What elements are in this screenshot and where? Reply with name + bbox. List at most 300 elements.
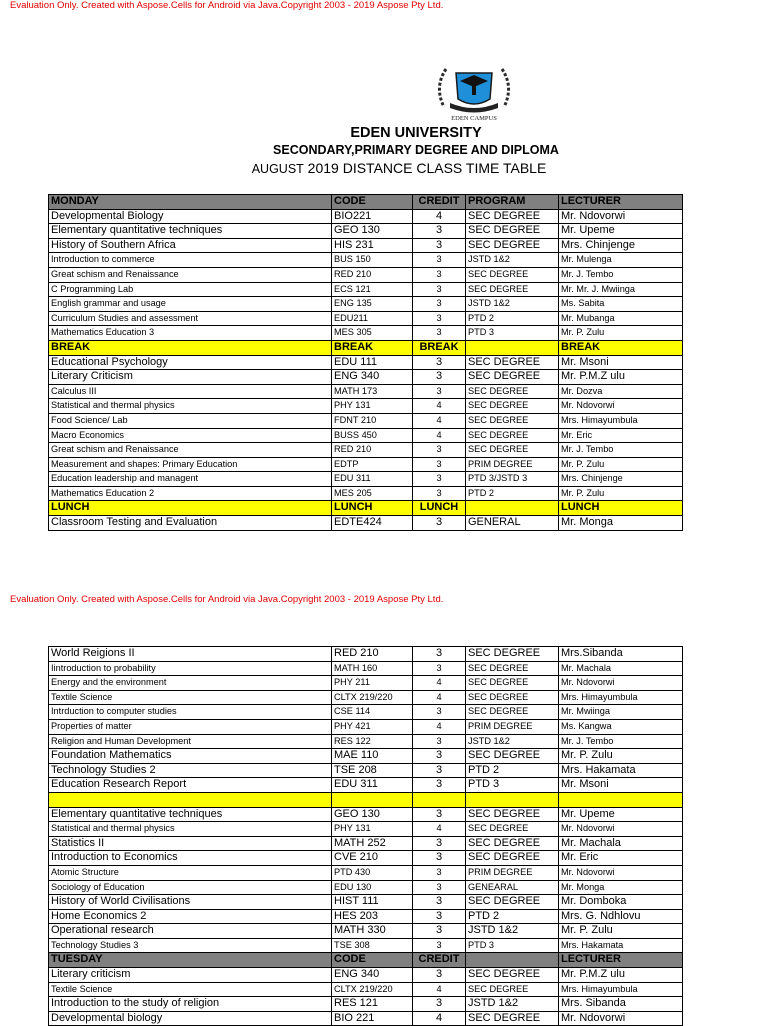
credit-cell: 4 xyxy=(413,676,466,691)
program-cell: SEC DEGREE xyxy=(466,238,559,253)
table-row xyxy=(49,836,683,851)
table-row xyxy=(49,413,683,428)
program-cell: PTD 3 xyxy=(466,326,559,341)
course-cell: Statistics II xyxy=(49,836,332,851)
table-row xyxy=(49,763,683,778)
code-cell: GEO 130 xyxy=(332,807,413,822)
code-cell: RED 210 xyxy=(332,647,413,662)
code-cell: MES 205 xyxy=(332,486,413,501)
program-cell: SEC DEGREE xyxy=(466,399,559,414)
lecturer-cell: Mr. Msoni xyxy=(559,778,683,793)
lecturer-cell: Mr. Mwiinga xyxy=(559,705,683,720)
table-row xyxy=(49,472,683,487)
code-cell: HIST 111 xyxy=(332,895,413,910)
credit-cell: 3 xyxy=(413,807,466,822)
program-cell: PTD 2 xyxy=(466,763,559,778)
lecturer-cell: Mr. J. Tembo xyxy=(559,443,683,458)
credit-cell: 3 xyxy=(413,734,466,749)
program-cell: SEC DEGREE xyxy=(466,851,559,866)
program-cell: SEC DEGREE xyxy=(466,209,559,224)
course-cell: Introduction to the study of religion xyxy=(49,997,332,1012)
table-row xyxy=(49,399,683,414)
credit-cell: 3 xyxy=(413,267,466,282)
code-cell: MES 305 xyxy=(332,326,413,341)
program-cell: PRIM DEGREE xyxy=(466,719,559,734)
table-row xyxy=(49,924,683,939)
lecturer-cell: Mr. P. Zulu xyxy=(559,486,683,501)
credit-cell: 3 xyxy=(413,224,466,239)
table-row xyxy=(49,968,683,983)
course-cell: Introduction to commerce xyxy=(49,253,332,268)
lecturer-cell: Mrs. Himayumbula xyxy=(559,982,683,997)
table-row xyxy=(49,938,683,953)
program-cell: PRIM DEGREE xyxy=(466,865,559,880)
lecturer-cell: Mr. Ndovorwi xyxy=(559,822,683,837)
lecturer-cell: Mrs. G. Ndhlovu xyxy=(559,909,683,924)
program-cell: SEC DEGREE xyxy=(466,224,559,239)
program-cell: SEC DEGREE xyxy=(466,807,559,822)
table-row xyxy=(49,909,683,924)
program-cell: SEC DEGREE xyxy=(466,647,559,662)
course-cell: Textile Science xyxy=(49,982,332,997)
course-cell: TUESDAY xyxy=(49,953,332,968)
program-cell: PROGRAM xyxy=(466,195,559,210)
credit-cell: BREAK xyxy=(413,340,466,355)
course-cell: Atomic Structure xyxy=(49,865,332,880)
table-row xyxy=(49,749,683,764)
credit-cell: CREDIT xyxy=(413,195,466,210)
lecturer-cell: LECTURER xyxy=(559,953,683,968)
credit-cell: LUNCH xyxy=(413,501,466,516)
course-cell: Statistical and thermal physics xyxy=(49,822,332,837)
course-cell: Foundation Mathematics xyxy=(49,749,332,764)
credit-cell: 3 xyxy=(413,282,466,297)
table-row xyxy=(49,734,683,749)
program-cell: SEC DEGREE xyxy=(466,690,559,705)
program-cell: PTD 2 xyxy=(466,486,559,501)
lecturer-cell: Mrs. Chinjenge xyxy=(559,238,683,253)
course-cell: Educational Psychology xyxy=(49,355,332,370)
program-cell: SEC DEGREE xyxy=(466,836,559,851)
credit-cell: 3 xyxy=(413,909,466,924)
credit-cell: 3 xyxy=(413,472,466,487)
code-cell: HES 203 xyxy=(332,909,413,924)
code-cell: ECS 121 xyxy=(332,282,413,297)
table-row xyxy=(49,428,683,443)
code-cell: ENG 340 xyxy=(332,370,413,385)
table-row xyxy=(49,370,683,385)
code-cell: EDU211 xyxy=(332,311,413,326)
course-cell: Literary Criticism xyxy=(49,370,332,385)
table-row xyxy=(49,895,683,910)
course-cell: History of World Civilisations xyxy=(49,895,332,910)
lecturer-cell: Mr. P.M.Z ulu xyxy=(559,370,683,385)
code-cell: BIO221 xyxy=(332,209,413,224)
code-cell: EDU 311 xyxy=(332,778,413,793)
table-header-row xyxy=(49,195,683,210)
lecturer-cell: Mr. Dozva xyxy=(559,384,683,399)
table-row xyxy=(49,355,683,370)
course-cell: Developmental biology xyxy=(49,1011,332,1026)
credit-cell: 3 xyxy=(413,763,466,778)
credit-cell: 3 xyxy=(413,370,466,385)
lecturer-cell: Mr. Machala xyxy=(559,836,683,851)
program-cell: SEC DEGREE xyxy=(466,267,559,282)
course-cell: Sociology of Education xyxy=(49,880,332,895)
credit-cell: 3 xyxy=(413,778,466,793)
credit-cell: 3 xyxy=(413,457,466,472)
code-cell: PHY 131 xyxy=(332,822,413,837)
code-cell: GEO 130 xyxy=(332,224,413,239)
program-cell: SEC DEGREE xyxy=(466,355,559,370)
course-cell: Energy and the environment xyxy=(49,676,332,691)
lecturer-cell: Mr. Upeme xyxy=(559,224,683,239)
credit-cell: 3 xyxy=(413,895,466,910)
code-cell: CVE 210 xyxy=(332,851,413,866)
course-cell: Introduction to Economics xyxy=(49,851,332,866)
course-cell: MONDAY xyxy=(49,195,332,210)
code-cell: EDU 111 xyxy=(332,355,413,370)
code-cell: BUSS 450 xyxy=(332,428,413,443)
program-cell: PTD 2 xyxy=(466,909,559,924)
program-cell: SEC DEGREE xyxy=(466,676,559,691)
table-row xyxy=(49,486,683,501)
credit-cell: 4 xyxy=(413,413,466,428)
lecturer-cell: Mrs. Sibanda xyxy=(559,997,683,1012)
table-row xyxy=(49,807,683,822)
course-cell: Great schism and Renaissance xyxy=(49,267,332,282)
code-cell: CLTX 219/220 xyxy=(332,982,413,997)
course-cell: Religion and Human Development xyxy=(49,734,332,749)
code-cell: MATH 173 xyxy=(332,384,413,399)
program-cell: SEC DEGREE xyxy=(466,982,559,997)
code-cell: EDTP xyxy=(332,457,413,472)
table-row xyxy=(49,690,683,705)
table-break-row xyxy=(49,340,683,355)
course-cell xyxy=(49,792,332,807)
course-cell: Statistical and thermal physics xyxy=(49,399,332,414)
course-cell: Calculus III xyxy=(49,384,332,399)
code-cell: BUS 150 xyxy=(332,253,413,268)
table-row xyxy=(49,384,683,399)
code-cell: PTD 430 xyxy=(332,865,413,880)
lecturer-cell: Mr. Ndovorwi xyxy=(559,676,683,691)
credit-cell: 3 xyxy=(413,647,466,662)
table-break-row xyxy=(49,501,683,516)
code-cell: CSE 114 xyxy=(332,705,413,720)
program-cell: SEC DEGREE xyxy=(466,443,559,458)
course-cell: Technology Studies 3 xyxy=(49,938,332,953)
course-cell: Technology Studies 2 xyxy=(49,763,332,778)
lecturer-cell: Mr. P. Zulu xyxy=(559,924,683,939)
program-cell: SEC DEGREE xyxy=(466,749,559,764)
university-name: EDEN UNIVERSITY xyxy=(350,125,482,141)
credit-cell: 3 xyxy=(413,880,466,895)
lecturer-cell: Mrs. Himayumbula xyxy=(559,413,683,428)
lecturer-cell: Ms. Sabita xyxy=(559,297,683,312)
course-cell: Classroom Testing and Evaluation xyxy=(49,516,332,531)
table-row xyxy=(49,238,683,253)
credit-cell xyxy=(413,792,466,807)
credit-cell: 4 xyxy=(413,690,466,705)
table-row xyxy=(49,282,683,297)
code-cell: ENG 135 xyxy=(332,297,413,312)
course-cell: Macro Economics xyxy=(49,428,332,443)
credit-cell: 3 xyxy=(413,516,466,531)
program-cell: JSTD 1&2 xyxy=(466,997,559,1012)
lecturer-cell: LECTURER xyxy=(559,195,683,210)
lecturer-cell: Mr. Ndovorwi xyxy=(559,399,683,414)
table-row xyxy=(49,778,683,793)
credit-cell: 4 xyxy=(413,209,466,224)
program-cell: SEC DEGREE xyxy=(466,705,559,720)
lecturer-cell: LUNCH xyxy=(559,501,683,516)
program-cell: GENERAL xyxy=(466,516,559,531)
table-row xyxy=(49,705,683,720)
lecturer-cell: Mrs. Himayumbula xyxy=(559,690,683,705)
credit-cell: 3 xyxy=(413,968,466,983)
credit-cell: 3 xyxy=(413,705,466,720)
credit-cell: 3 xyxy=(413,865,466,880)
table-row xyxy=(49,661,683,676)
table-row xyxy=(49,676,683,691)
program-cell: SEC DEGREE xyxy=(466,413,559,428)
course-cell: Mathematics Education 3 xyxy=(49,326,332,341)
credit-cell: 3 xyxy=(413,924,466,939)
code-cell: MATH 160 xyxy=(332,661,413,676)
course-cell: C Programming Lab xyxy=(49,282,332,297)
credit-cell: 3 xyxy=(413,384,466,399)
lecturer-cell: Mr. Mulenga xyxy=(559,253,683,268)
program-cell: SEC DEGREE xyxy=(466,1011,559,1026)
program-cell: SEC DEGREE xyxy=(466,822,559,837)
code-cell: PHY 131 xyxy=(332,399,413,414)
code-cell: RES 122 xyxy=(332,734,413,749)
table-row xyxy=(49,719,683,734)
table-row xyxy=(49,457,683,472)
lecturer-cell: Mr. Msoni xyxy=(559,355,683,370)
lecturer-cell: BREAK xyxy=(559,340,683,355)
course-cell: Elementary quantitative techniques xyxy=(49,807,332,822)
program-cell: PTD 3 xyxy=(466,938,559,953)
lecturer-cell: Mr. J. Tembo xyxy=(559,267,683,282)
table-row xyxy=(49,851,683,866)
credit-cell: 3 xyxy=(413,851,466,866)
eden-university-logo xyxy=(428,59,520,121)
code-cell: MAE 110 xyxy=(332,749,413,764)
course-cell: Literary criticism xyxy=(49,968,332,983)
program-cell xyxy=(466,340,559,355)
code-cell: PHY 421 xyxy=(332,719,413,734)
course-cell: Measurement and shapes: Primary Education xyxy=(49,457,332,472)
program-cell: SEC DEGREE xyxy=(466,661,559,676)
lecturer-cell: Mrs. Chinjenge xyxy=(559,472,683,487)
course-cell: Textile Science xyxy=(49,690,332,705)
lecturer-cell: Ms. Kangwa xyxy=(559,719,683,734)
table-row xyxy=(49,865,683,880)
code-cell: RED 210 xyxy=(332,267,413,282)
table-row xyxy=(49,253,683,268)
table-row xyxy=(49,311,683,326)
lecturer-cell: Mr. Domboka xyxy=(559,895,683,910)
course-cell: BREAK xyxy=(49,340,332,355)
code-cell: MATH 330 xyxy=(332,924,413,939)
evaluation-watermark: Evaluation Only. Created with Aspose.Cells for Android via Java.Copyright 2003 - 2019 Aspose Pty Ltd. xyxy=(10,594,444,605)
code-cell: RED 210 xyxy=(332,443,413,458)
credit-cell: 4 xyxy=(413,428,466,443)
course-cell: Operational research xyxy=(49,924,332,939)
credit-cell: 4 xyxy=(413,1011,466,1026)
credit-cell: 4 xyxy=(413,982,466,997)
code-cell: ENG 340 xyxy=(332,968,413,983)
course-cell: Properties of matter xyxy=(49,719,332,734)
code-cell: RES 121 xyxy=(332,997,413,1012)
code-cell: HIS 231 xyxy=(332,238,413,253)
course-cell: Home Economics 2 xyxy=(49,909,332,924)
lecturer-cell: Mr. Ndovorwi xyxy=(559,1011,683,1026)
lecturer-cell: Mr. Machala xyxy=(559,661,683,676)
lecturer-cell: Mr. Monga xyxy=(559,516,683,531)
table-row xyxy=(49,880,683,895)
course-cell: Intrduction to computer studies xyxy=(49,705,332,720)
program-cell: SEC DEGREE xyxy=(466,384,559,399)
program-cell: SEC DEGREE xyxy=(466,370,559,385)
lecturer-cell: Mrs.Sibanda xyxy=(559,647,683,662)
table-header-row xyxy=(49,953,683,968)
course-cell: World Reigions II xyxy=(49,647,332,662)
course-cell: Mathematics Education 2 xyxy=(49,486,332,501)
code-cell: TSE 308 xyxy=(332,938,413,953)
code-cell: PHY 211 xyxy=(332,676,413,691)
lecturer-cell: Mr. Upeme xyxy=(559,807,683,822)
program-cell: JSTD 1&2 xyxy=(466,253,559,268)
code-cell: EDTE424 xyxy=(332,516,413,531)
credit-cell: 3 xyxy=(413,253,466,268)
evaluation-watermark: Evaluation Only. Created with Aspose.Cells for Android via Java.Copyright 2003 - 2019 Aspose Pty Ltd. xyxy=(10,0,444,11)
course-cell: Developmental Biology xyxy=(49,209,332,224)
program-cell: PTD 3 xyxy=(466,778,559,793)
timetable-title xyxy=(15,160,768,176)
timetable-title-rest: 2019 DISTANCE CLASS TIME TABLE xyxy=(303,160,547,176)
program-cell: PTD 3/JSTD 3 xyxy=(466,472,559,487)
program-cell: SEC DEGREE xyxy=(466,428,559,443)
code-cell: EDU 130 xyxy=(332,880,413,895)
credit-cell: 4 xyxy=(413,399,466,414)
program-cell: GENEARAL xyxy=(466,880,559,895)
credit-cell: 3 xyxy=(413,297,466,312)
lecturer-cell: Mr. Ndovorwi xyxy=(559,865,683,880)
lecturer-cell: Mr. Eric xyxy=(559,428,683,443)
lecturer-cell: Mrs. Hakamata xyxy=(559,938,683,953)
table-row xyxy=(49,209,683,224)
logo-caption: EDEN CAMPUS xyxy=(451,115,497,121)
program-cell xyxy=(466,953,559,968)
table-row xyxy=(49,224,683,239)
credit-cell: CREDIT xyxy=(413,953,466,968)
credit-cell: 3 xyxy=(413,311,466,326)
program-cell: JSTD 1&2 xyxy=(466,297,559,312)
program-cell xyxy=(466,792,559,807)
lecturer-cell: Mr. P. Zulu xyxy=(559,326,683,341)
lecturer-cell: Mr. Eric xyxy=(559,851,683,866)
course-cell: Curriculum Studies and assessment xyxy=(49,311,332,326)
lecturer-cell xyxy=(559,792,683,807)
code-cell: FDNT 210 xyxy=(332,413,413,428)
program-subtitle: SECONDARY,PRIMARY DEGREE AND DIPLOMA xyxy=(273,143,559,157)
timetable-month: AUGUST xyxy=(251,162,304,176)
code-cell: EDU 311 xyxy=(332,472,413,487)
program-cell: JSTD 1&2 xyxy=(466,924,559,939)
timetable-table-2 xyxy=(48,646,683,1026)
course-cell: Elementary quantitative techniques xyxy=(49,224,332,239)
course-cell: Education Research Report xyxy=(49,778,332,793)
program-cell: PRIM DEGREE xyxy=(466,457,559,472)
code-cell: BREAK xyxy=(332,340,413,355)
program-cell xyxy=(466,501,559,516)
credit-cell: 3 xyxy=(413,238,466,253)
table-row xyxy=(49,297,683,312)
credit-cell: 4 xyxy=(413,822,466,837)
credit-cell: 3 xyxy=(413,443,466,458)
code-cell xyxy=(332,792,413,807)
code-cell: CODE xyxy=(332,953,413,968)
table-row xyxy=(49,982,683,997)
program-cell: SEC DEGREE xyxy=(466,282,559,297)
table-row xyxy=(49,516,683,531)
code-cell: MATH 252 xyxy=(332,836,413,851)
course-cell: Education leadership and managent xyxy=(49,472,332,487)
code-cell: TSE 208 xyxy=(332,763,413,778)
course-cell: Iintroduction to probability xyxy=(49,661,332,676)
credit-cell: 4 xyxy=(413,719,466,734)
credit-cell: 3 xyxy=(413,938,466,953)
code-cell: BIO 221 xyxy=(332,1011,413,1026)
course-cell: Great schism and Renaissance xyxy=(49,443,332,458)
lecturer-cell: Mr. P. Zulu xyxy=(559,749,683,764)
lecturer-cell: Mr. P. Zulu xyxy=(559,457,683,472)
course-cell: Food Science/ Lab xyxy=(49,413,332,428)
table-row xyxy=(49,997,683,1012)
credit-cell: 3 xyxy=(413,661,466,676)
table-row xyxy=(49,443,683,458)
table-row xyxy=(49,326,683,341)
code-cell: CLTX 219/220 xyxy=(332,690,413,705)
credit-cell: 3 xyxy=(413,486,466,501)
lecturer-cell: Mr. Monga xyxy=(559,880,683,895)
program-cell: SEC DEGREE xyxy=(466,895,559,910)
code-cell: CODE xyxy=(332,195,413,210)
table-row xyxy=(49,647,683,662)
timetable-table-1 xyxy=(48,194,683,531)
program-cell: SEC DEGREE xyxy=(466,968,559,983)
lecturer-cell: Mr. P.M.Z ulu xyxy=(559,968,683,983)
course-cell: English grammar and usage xyxy=(49,297,332,312)
lecturer-cell: Mr. J. Tembo xyxy=(559,734,683,749)
table-row xyxy=(49,267,683,282)
lecturer-cell: Mr. Mubanga xyxy=(559,311,683,326)
credit-cell: 3 xyxy=(413,355,466,370)
program-cell: JSTD 1&2 xyxy=(466,734,559,749)
credit-cell: 3 xyxy=(413,749,466,764)
program-cell: PTD 2 xyxy=(466,311,559,326)
lecturer-cell: Mr. Mr. J. Mwiinga xyxy=(559,282,683,297)
credit-cell: 3 xyxy=(413,326,466,341)
credit-cell: 3 xyxy=(413,997,466,1012)
course-cell: LUNCH xyxy=(49,501,332,516)
lecturer-cell: Mr. Ndovorwi xyxy=(559,209,683,224)
code-cell: LUNCH xyxy=(332,501,413,516)
credit-cell: 3 xyxy=(413,836,466,851)
